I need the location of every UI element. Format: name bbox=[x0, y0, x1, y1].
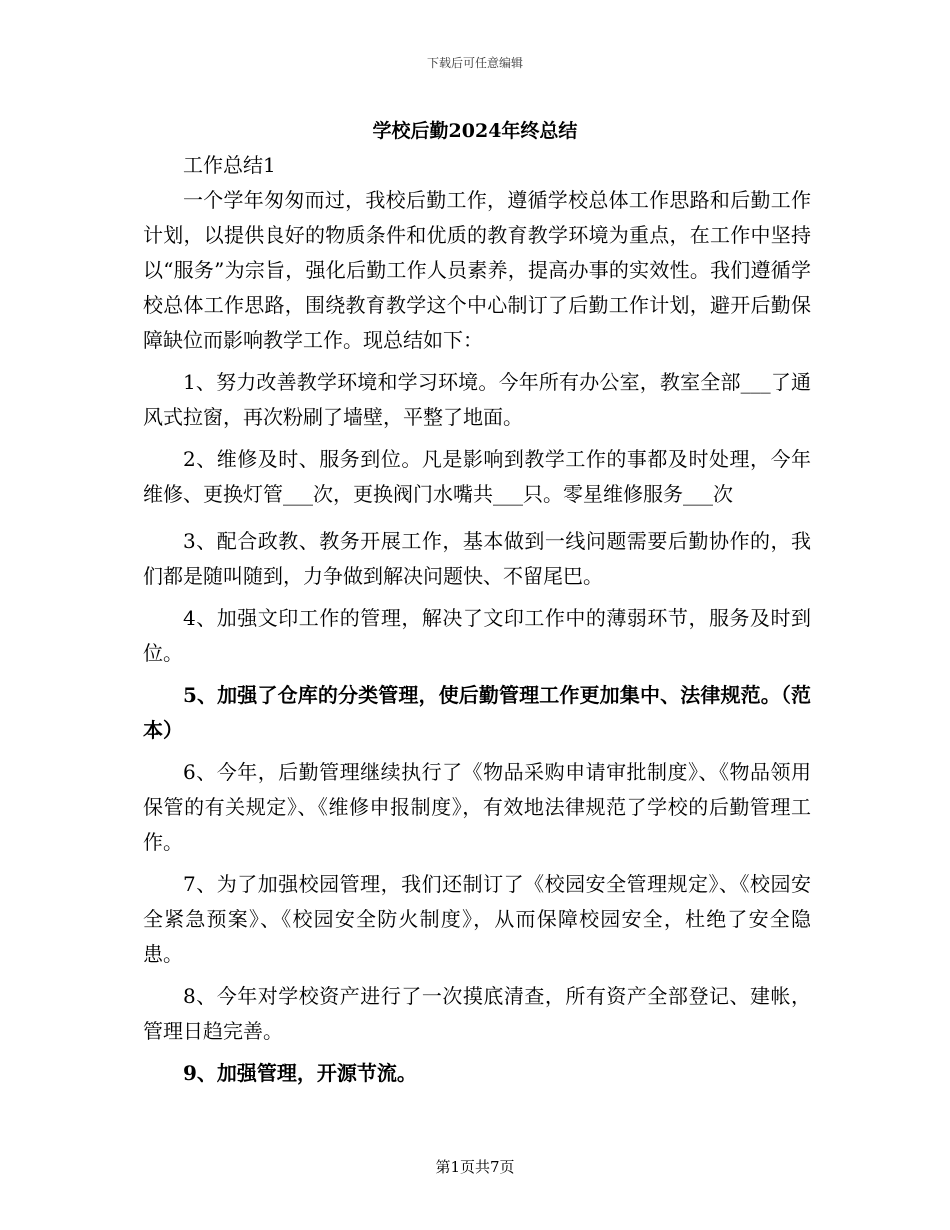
page-number: 第1页共7页 bbox=[435, 1158, 515, 1176]
section-heading: 工作总结1 bbox=[183, 153, 276, 177]
header-note: 下载后可任意编辑 bbox=[426, 56, 523, 70]
paragraph-item-2: 2、维修及时、服务到位。凡是影响到教学工作的事都及时处理，今年维修、更换灯管___次，更换阀门水嘴共___只。零星维修服务___次 bbox=[143, 447, 811, 506]
paragraph-item-9: 9、加强管理，开源节流。 bbox=[183, 1061, 417, 1085]
paragraph-item-5: 5、加强了仓库的分类管理，使后勤管理工作更加集中、法律规范。（范本） bbox=[143, 683, 811, 742]
document-body bbox=[143, 148, 811, 1091]
intro-paragraph: 一个学年匆匆而过，我校后勤工作，遵循学校总体工作思路和后勤工作计划，以提供良好的物质条件和优质的教育教学环境为重点，在工作中坚持以“服务”为宗旨，强化后勤工作人员素养，提高办事的实效性。我们遵循学校总体工作思路，围绕教育教学这个中心制订了后勤工作计划，避开后勤保障缺位而影响教学工作。现总结如下： bbox=[143, 188, 811, 352]
paragraph-item-6: 6、今年，后勤管理继续执行了《物品采购申请审批制度》、《物品领用保管的有关规定》、《维修申报制度》，有效地法律规范了学校的后勤管理工作。 bbox=[143, 760, 811, 854]
document-title: 学校后勤2024年终总结 bbox=[372, 120, 578, 142]
paragraph-item-8: 8、今年对学校资产进行了一次摸底清查，所有资产全部登记、建帐，管理日趋完善。 bbox=[143, 984, 811, 1043]
paragraph-item-7: 7、为了加强校园管理，我们还制订了《校园安全管理规定》、《校园安全紧急预案》、《校园安全防火制度》，从而保障校园安全，杜绝了安全隐患。 bbox=[143, 872, 811, 966]
paragraph-item-1: 1、努力改善教学环境和学习环境。今年所有办公室，教室全部___了通风式拉窗，再次粉刷了墙壁，平整了地面。 bbox=[143, 370, 811, 429]
paragraph-item-3: 3、配合政教、教务开展工作，基本做到一线问题需要后勤协作的，我们都是随叫随到，力争做到解决问题快、不留尾巴。 bbox=[143, 529, 811, 588]
paragraph-item-4: 4、加强文印工作的管理，解决了文印工作中的薄弱环节，服务及时到位。 bbox=[143, 606, 811, 665]
